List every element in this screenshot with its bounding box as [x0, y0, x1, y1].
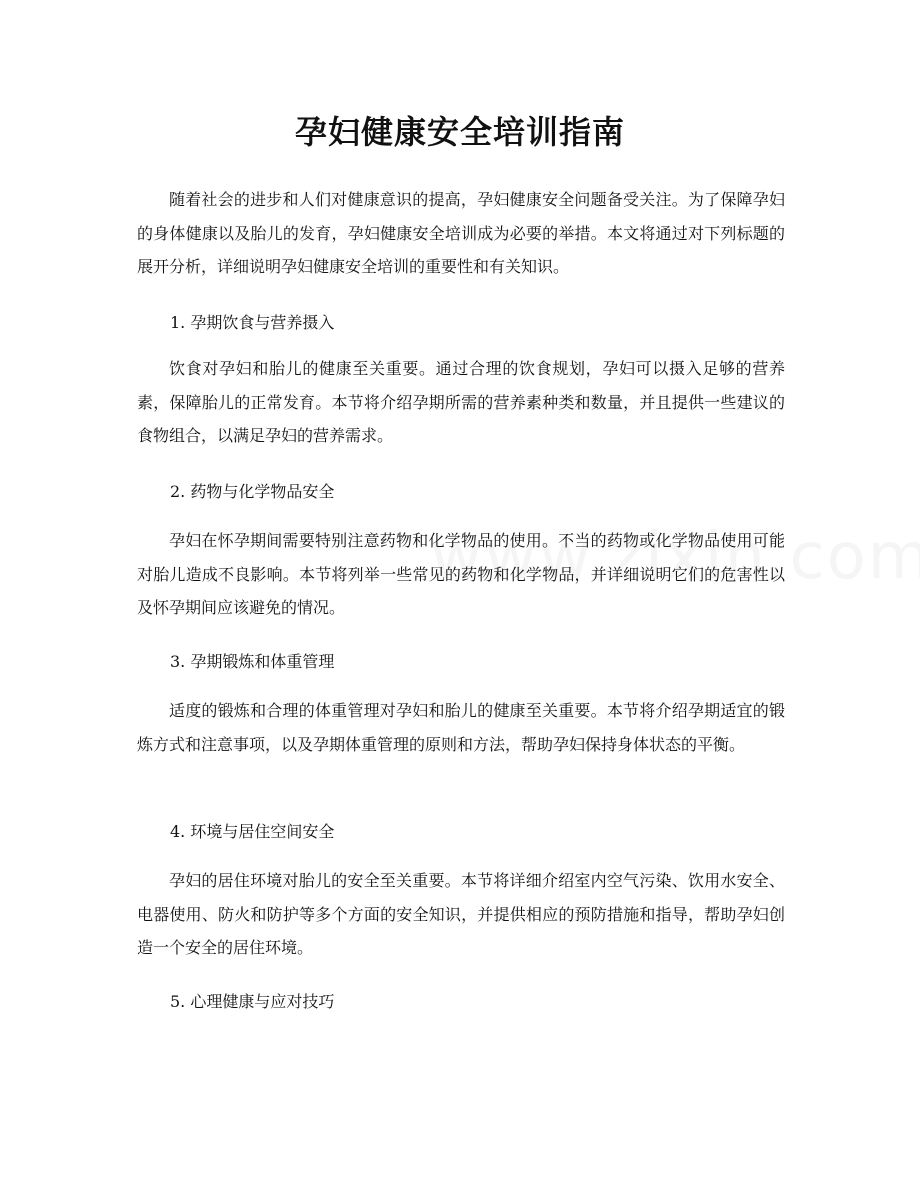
intro-paragraph: 随着社会的进步和人们对健康意识的提高，孕妇健康安全问题备受关注。为了保障孕妇的身体健康以及胎儿的发育，孕妇健康安全培训成为必要的举措。本文将通过对下列标题的展开分析，详细说明孕妇健康安全培训的重要性和有关知识。	[137, 190, 785, 276]
page-title: 孕妇健康安全培训指南	[294, 113, 625, 151]
section-body-2: 孕妇在怀孕期间需要特别注意药物和化学物品的使用。不当的药物或化学物品使用可能对胎儿造成不良影响。本节将列举一些常见的药物和化学物品，并详细说明它们的危害性以及怀孕期间应该避免的情况。	[137, 531, 785, 617]
section-heading-4: 4. 环境与居住空间安全	[170, 822, 335, 841]
section-heading-2: 2. 药物与化学物品安全	[170, 482, 335, 501]
section-heading-5: 5. 心理健康与应对技巧	[170, 992, 335, 1011]
section-heading-3: 3. 孕期锻炼和体重管理	[170, 652, 335, 671]
section-heading-1: 1. 孕期饮食与营养摄入	[170, 313, 335, 332]
section-body-1: 饮食对孕妇和胎儿的健康至关重要。通过合理的饮食规划，孕妇可以摄入足够的营养素，保障胎儿的正常发育。本节将介绍孕期所需的营养素种类和数量，并且提供一些建议的食物组合，以满足孕妇的营养需求。	[137, 359, 785, 445]
section-body-4: 孕妇的居住环境对胎儿的安全至关重要。本节将详细介绍室内空气污染、饮用水安全、电器使用、防火和防护等多个方面的安全知识，并提供相应的预防措施和指导，帮助孕妇创造一个安全的居住环境。	[137, 871, 785, 957]
section-body-3: 适度的锻炼和合理的体重管理对孕妇和胎儿的健康至关重要。本节将介绍孕期适宜的锻炼方式和注意事项，以及孕期体重管理的原则和方法，帮助孕妇保持身体状态的平衡。	[137, 701, 785, 754]
